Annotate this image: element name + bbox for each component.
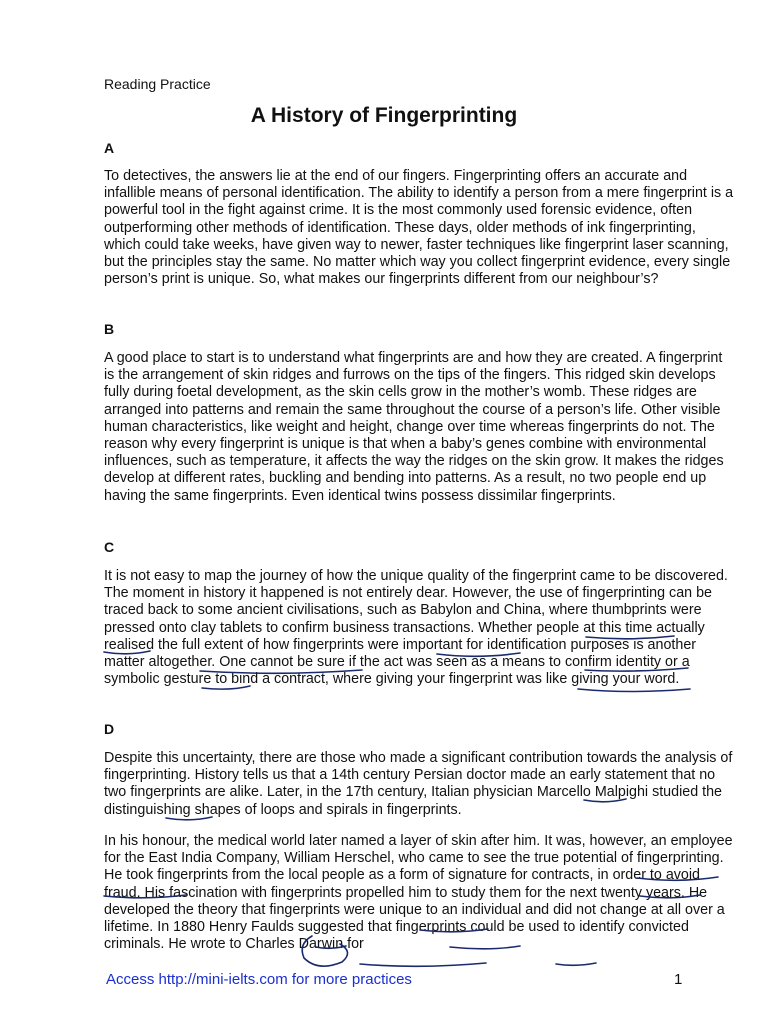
section-b-label: B <box>104 321 115 337</box>
footer-website-link[interactable]: Access http://mini-ielts.com for more practices <box>106 971 412 988</box>
page-number: 1 <box>674 971 683 988</box>
section-b-paragraph: A good place to start is to understand what fingerprints are and how they are created. A fingerprint is the arrangement of skin ridges and furrows on the tips of the fingers. This ridged skin develops fully during foetal development, as the skin cells grow in the mother’s womb. These ridges are arranged into patterns and remain the same throughout the course of a person’s life. Other visible human characteristics, like weight and height, change over time whereas fingerprints do not. The reason why every fingerprint is unique is that when a baby’s genes combine with environmental influences, such as temperature, it affects the way the ridges on the skin grow. It makes the ridges develop at different rates, buckling and bending into patterns. As a result, no two people end up having the same fingerprints. Even identical twins possess dissimilar fingerprints. <box>104 350 724 504</box>
reading-practice-label: Reading Practice <box>104 76 211 92</box>
section-d-label: D <box>104 721 115 737</box>
underline-to-charles <box>556 963 596 965</box>
section-d-paragraph-1: Despite this uncertainty, there are those who made a significant contribution towards the analysis of fingerprinting. History tells us that a 14th century Persian doctor made an early statement that no two fingerprints are alike. Later, in the 17th century, Italian physician Marcello Malpighi studied the distinguishing shapes of loops and spirals in fingerprints. <box>104 750 733 818</box>
section-a-paragraph: To detectives, the answers lie at the end of our fingers. Fingerprinting offers an accurate and infallible means of personal identification. The ability to identify a person from a mere fingerprint is a powerful tool in the fight against crime. It is the most commonly used forensic evidence, often outperforming other methods of identification. These days, older methods of ink fingerprinting, which could take weeks, have given way to newer, faster techniques like fingerprint laser scanning, but the principles stay the same. No matter which way you collect fingerprint evidence, every single person’s print is unique. So, what makes our fingerprints different from our neighbour’s? <box>104 168 734 288</box>
section-c-label: C <box>104 539 115 555</box>
section-d-paragraph-2: In his honour, the medical world later named a layer of skin after him. It was, however, an employee for the East India Company, William Herschel, who came to see the true potential of fingerprinting. He took fingerprints from the local people as a form of signature for contracts, in order to avoid fraud. His fascination with fingerprints propelled him to study them for the next twenty years. He developed the theory that fingerprints were unique to an individual and did not change at all over a lifetime. In 1880 Henry Faulds suggested that fingerprints could be used to identify convicted criminals. He wrote to Charles Darwin for <box>104 833 733 953</box>
section-a-label: A <box>104 140 115 156</box>
underline-bind-a-contract <box>578 689 690 692</box>
page-title: A History of Fingerprinting <box>250 104 518 127</box>
underline-convicted-criminals <box>360 963 486 966</box>
section-c-paragraph: It is not easy to map the journey of how the unique quality of the fingerprint came to be discovered. The moment in history it happened is not entirely dear. However, the use of fingerprinting can be traced back to some ancient civilisations, such as Babylon and China, where thumbprints were pressed onto clay tablets to confirm business transactions. Whether people at this time actually realised the full extent of how fingerprints were important for identification purposes is another matter altogether. One cannot be sure if the act was seen as a means to confirm identity or a symbolic gesture to bind a contract, where giving your fingerprint was like giving your word. <box>104 568 728 688</box>
